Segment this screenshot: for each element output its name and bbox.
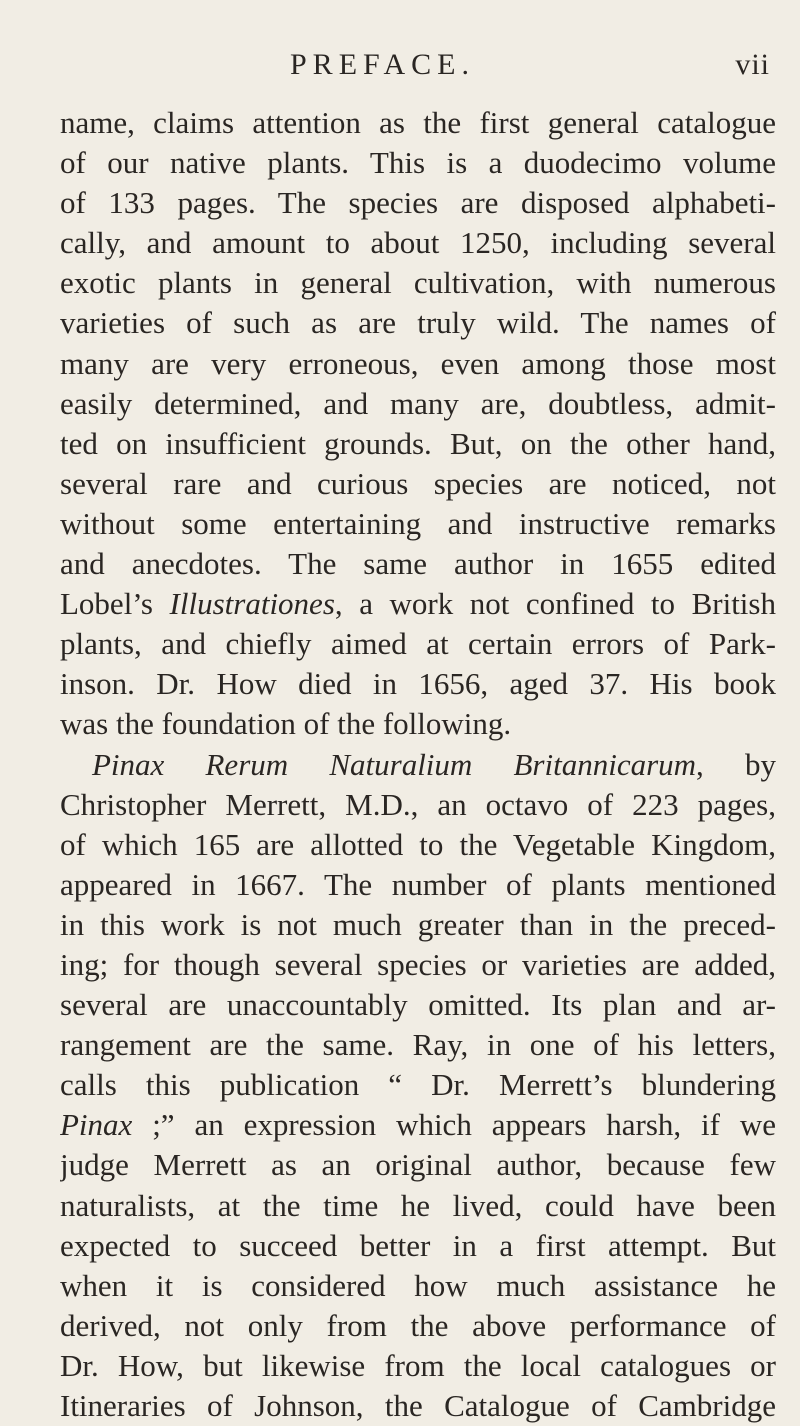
text-run: of our native plants. This is a duodecimo volume: [60, 145, 776, 181]
text-run: calls this publication “ Dr. Merrett’s blundering: [60, 1067, 776, 1103]
text-run: Dr. How, but likewise from the local catalogues or: [60, 1347, 776, 1383]
text-line: [60, 1386, 776, 1426]
text-run: , a work not confined to British: [334, 586, 776, 622]
text-line: [60, 865, 776, 905]
text-line: [60, 223, 776, 263]
text-run: of 133 pages. The species are disposed alphabeti-: [60, 185, 776, 221]
text-line: [60, 985, 776, 1025]
page-number: vii: [735, 48, 770, 81]
text-run: when it is considered how much assistance he: [60, 1267, 776, 1303]
text-line: [60, 1105, 776, 1145]
text-run: of which 165 are allotted to the Vegetable Kingdom,: [60, 826, 776, 862]
text-run: rangement are the same. Ray, in one of his letters,: [60, 1027, 776, 1063]
text-run: plants, and chiefly aimed at certain errors of Park-: [60, 626, 776, 662]
text-run: easily determined, and many are, doubtless, admit-: [60, 385, 776, 421]
text-line: [60, 905, 776, 945]
text-run: expected to succeed better in a first attempt. But: [60, 1227, 776, 1263]
text-run: appeared in 1667. The number of plants mentioned: [60, 866, 776, 902]
text-line: [60, 1186, 776, 1226]
text-run: several rare and curious species are noticed, not: [60, 465, 776, 501]
text-line: [60, 1306, 776, 1346]
text-run: ted on insufficient grounds. But, on the other hand,: [60, 425, 776, 461]
text-line: [60, 464, 776, 504]
text-line: [60, 1226, 776, 1266]
text-run: judge Merrett as an original author, because few: [60, 1147, 776, 1183]
text-run: ;” an expression which appears harsh, if we: [132, 1107, 776, 1143]
italic-text: Pinax: [60, 1107, 133, 1143]
text-line: [60, 825, 776, 865]
text-line: [60, 384, 776, 424]
text-run: cally, and amount to about 1250, including several: [60, 225, 776, 261]
text-run: derived, not only from the above performance of: [60, 1307, 776, 1343]
running-head-title: PREFACE.: [290, 48, 475, 81]
text-line: [60, 624, 776, 664]
text-line: [60, 103, 776, 143]
text-line: [60, 704, 776, 744]
text-line: [60, 1065, 776, 1105]
text-line: [60, 544, 776, 584]
text-line: [60, 945, 776, 985]
text-line: [60, 263, 776, 303]
text-run: Lobel’s: [60, 586, 170, 622]
text-line: [60, 183, 776, 223]
text-line: [60, 1145, 776, 1185]
text-line: [60, 1346, 776, 1386]
text-run: in this work is not much greater than in the preced-: [60, 906, 776, 942]
text-line: [60, 584, 776, 624]
italic-text: Pinax Rerum Naturalium Britannicarum: [92, 746, 697, 782]
text-line: [60, 143, 776, 183]
text-run: ing; for though several species or varieties are added,: [60, 946, 776, 982]
text-run: Itineraries of Johnson, the Catalogue of Cambridge: [60, 1388, 776, 1423]
text-line: [60, 785, 776, 825]
text-run: Christopher Merrett, M.D., an octavo of 223 pages,: [60, 786, 776, 822]
text-run: inson. Dr. How died in 1656, aged 37. His book: [60, 666, 776, 702]
text-line: [60, 424, 776, 464]
text-run: , by: [696, 746, 776, 782]
text-run: many are very erroneous, even among those most: [60, 345, 776, 381]
text-line: [60, 1266, 776, 1306]
text-run: varieties of such as are truly wild. The names of: [60, 305, 776, 341]
text-run: several are unaccountably omitted. Its plan and ar-: [60, 987, 776, 1023]
text-line: [60, 344, 776, 384]
text-line: [60, 745, 776, 785]
body-text: [60, 103, 776, 1426]
text-run: and anecdotes. The same author in 1655 edited: [60, 546, 776, 582]
text-run: name, claims attention as the first general catalogue: [60, 105, 776, 140]
text-line: [60, 1025, 776, 1065]
text-line: [60, 504, 776, 544]
running-head: [60, 48, 776, 88]
text-run: naturalists, at the time he lived, could have been: [60, 1187, 776, 1223]
text-run: without some entertaining and instructive remarks: [60, 505, 776, 541]
text-line: [60, 664, 776, 704]
text-run: exotic plants in general cultivation, with numerous: [60, 265, 776, 301]
text-run: was the foundation of the following.: [60, 706, 512, 742]
italic-text: Illustrationes: [169, 586, 335, 622]
text-line: [60, 303, 776, 343]
